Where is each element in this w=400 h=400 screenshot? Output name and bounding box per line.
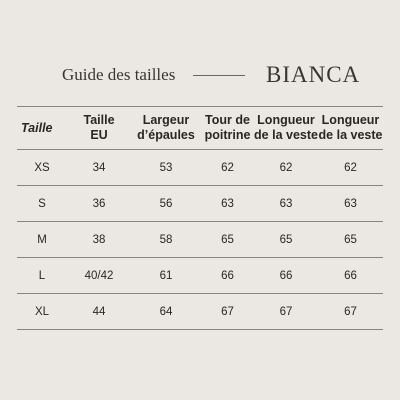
column-header-longueur-veste <box>254 107 318 150</box>
table-cell: 62 <box>318 150 383 186</box>
column-header-line: EU <box>90 128 108 142</box>
table-cell: XL <box>17 294 67 330</box>
table-cell: 56 <box>131 186 201 222</box>
table-cell: 53 <box>131 150 201 186</box>
brand-logo: BIANCA <box>266 62 361 87</box>
table-cell: 65 <box>201 222 254 258</box>
table-row <box>17 186 383 222</box>
column-header-line: poitrine <box>204 128 251 142</box>
column-header-taille <box>17 107 67 150</box>
table-cell: 38 <box>67 222 131 258</box>
column-header-longueur-veste-2 <box>318 107 383 150</box>
column-header-largeur-epaules <box>131 107 201 150</box>
table-header-row <box>17 107 383 150</box>
column-header-line: Longueur <box>257 113 315 127</box>
column-header-line: d’épaules <box>137 128 195 142</box>
table-cell: 36 <box>67 186 131 222</box>
column-header-line: Largeur <box>142 113 190 127</box>
table-cell: XS <box>17 150 67 186</box>
table-row <box>17 294 383 330</box>
table-cell: 61 <box>131 258 201 294</box>
column-header-line: Taille <box>83 113 115 127</box>
table-cell: 63 <box>318 186 383 222</box>
table-cell: S <box>17 186 67 222</box>
column-header-line: Tour de <box>205 113 250 127</box>
table-cell: 64 <box>131 294 201 330</box>
table-row <box>17 258 383 294</box>
table-cell: 63 <box>201 186 254 222</box>
column-header-line: Taille <box>21 120 53 135</box>
table-cell: 66 <box>201 258 254 294</box>
table-cell: 67 <box>254 294 318 330</box>
guide-title: Guide des tailles <box>62 65 176 84</box>
table-row <box>17 150 383 186</box>
table-cell: 67 <box>318 294 383 330</box>
table-cell: 67 <box>201 294 254 330</box>
column-header-taille-eu <box>67 107 131 150</box>
table-cell: 58 <box>131 222 201 258</box>
header-divider <box>193 75 245 76</box>
table-cell: 62 <box>201 150 254 186</box>
table-cell: 66 <box>318 258 383 294</box>
table-cell: 44 <box>67 294 131 330</box>
table-cell: 34 <box>67 150 131 186</box>
table-cell: 65 <box>254 222 318 258</box>
table-row <box>17 222 383 258</box>
table-cell: 63 <box>254 186 318 222</box>
header <box>62 62 362 90</box>
table-cell: 62 <box>254 150 318 186</box>
column-header-line: de la veste <box>254 128 318 142</box>
table-cell: M <box>17 222 67 258</box>
table-cell: L <box>17 258 67 294</box>
table-cell: 66 <box>254 258 318 294</box>
table-cell: 40/42 <box>67 258 131 294</box>
size-table <box>17 106 383 330</box>
table-cell: 65 <box>318 222 383 258</box>
column-header-line: Longueur <box>321 113 380 127</box>
column-header-tour-poitrine <box>201 107 254 150</box>
column-header-line: de la veste <box>318 128 383 142</box>
